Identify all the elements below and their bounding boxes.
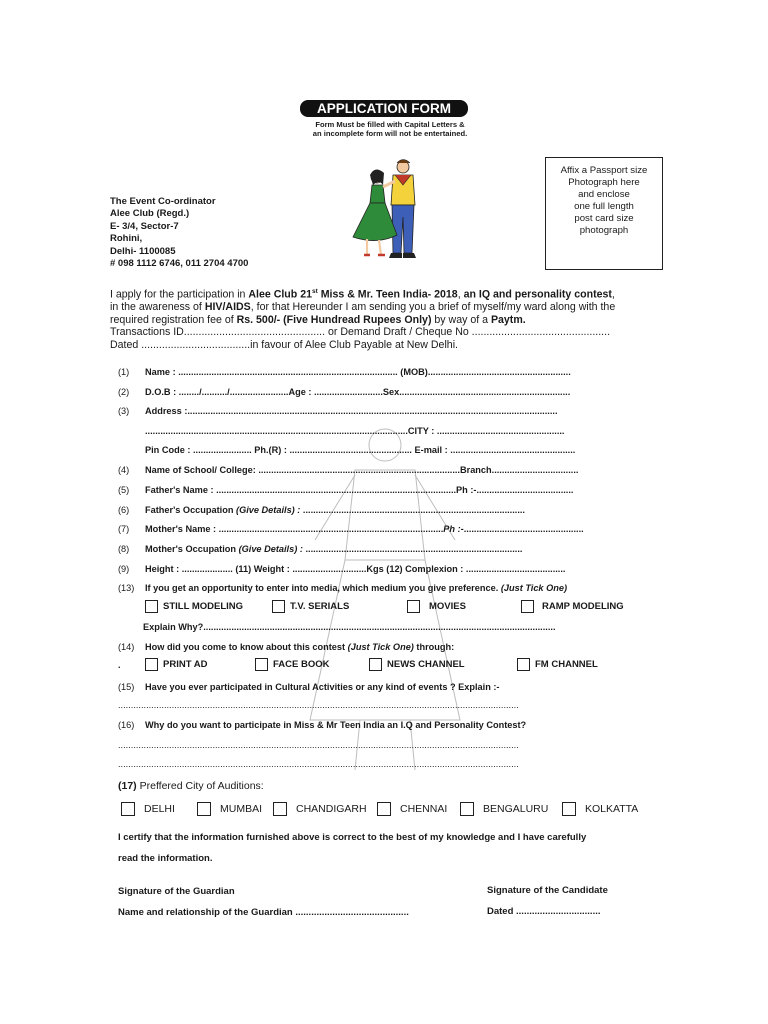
- option-ramp-modeling[interactable]: RAMP MODELING: [521, 600, 624, 613]
- transaction-id-field[interactable]: Transactions ID................................................ or Demand Draft / Cheque No ...............................................: [110, 326, 611, 339]
- city-option-bengaluru[interactable]: BENGALURU: [460, 802, 548, 816]
- form-title: APPLICATION FORM: [300, 100, 468, 117]
- field-address[interactable]: (3) Address :.................................................................................................................................................: [118, 406, 558, 416]
- intro-paragraph: I apply for the participation in Alee Club 21st Miss & Mr. Teen India- 2018, an IQ and personality contest, in the awareness of HIV/AIDS, for that Hereunder I am sending you a brief of myself/my ward along with the required registration fee of Rs. 500/- (Five Hundread Rupees Only) by way of a Paytm. Transactions ID................................................ or Demand Draft / Cheque No ............................................... Dated .....................................in favour of Alee Club Payable at New Delhi.: [110, 286, 662, 352]
- question-cultural-activities: (15) Have you ever participated in Cultural Activities or any kind of events ? Explain :-: [118, 682, 500, 692]
- field-city[interactable]: .......................................................................................................CITY : ..................................................: [145, 426, 565, 436]
- checkbox[interactable]: [521, 600, 534, 613]
- option-still-modeling[interactable]: STILL MODELING: [145, 600, 243, 613]
- field-school[interactable]: (4) Name of School/ College: ...............................................................................Branch..................................: [118, 465, 579, 475]
- option-print-ad[interactable]: PRINT AD: [145, 658, 208, 671]
- option-movies[interactable]: MOVIES: [407, 600, 466, 613]
- bullet-dot: .: [118, 660, 121, 670]
- question-contest-source: (14) How did you come to know about this contest (Just Tick One) through:: [118, 642, 455, 652]
- candidate-dated-field[interactable]: Dated ................................: [487, 906, 601, 917]
- photo-box-line: Affix a Passport size: [560, 165, 648, 176]
- guardian-relationship-field[interactable]: Name and relationship of the Guardian ...........................................: [118, 907, 409, 918]
- checkbox[interactable]: [273, 802, 287, 816]
- question-preferred-city: (17) Preffered City of Auditions:: [118, 780, 264, 792]
- field-name[interactable]: (1) Name : ...................................................................................... (MOB)........................................................: [118, 367, 571, 377]
- answer-line[interactable]: .............................................................................................................................................................: [118, 700, 519, 710]
- city-option-chennai[interactable]: CHENNAI: [377, 802, 447, 816]
- city-option-chandigarh[interactable]: CHANDIGARH: [273, 802, 367, 816]
- candidate-signature-label: Signature of the Candidate: [487, 885, 608, 896]
- checkbox[interactable]: [255, 658, 268, 671]
- field-father-name[interactable]: (5) Father's Name : ..............................................................................................Ph :-......................................: [118, 485, 574, 495]
- field-father-occupation[interactable]: (6) Father's Occupation (Give Details) : .......................................................................................: [118, 505, 525, 515]
- photo-box[interactable]: [545, 157, 663, 270]
- checkbox[interactable]: [145, 658, 158, 671]
- field-pincode[interactable]: Pin Code : ....................... Ph.(R) : ................................................ E-mail : .................................................: [145, 445, 576, 455]
- checkbox[interactable]: [145, 600, 158, 613]
- field-dob[interactable]: (2) D.O.B : ......../........../.......................Age : ...........................Sex...................................................................: [118, 387, 571, 397]
- photo-box-line: post card size: [574, 213, 634, 224]
- photo-box-line: one full length: [574, 201, 634, 212]
- checkbox[interactable]: [517, 658, 530, 671]
- field-explain-why[interactable]: Explain Why?..........................................................................................................................................: [143, 622, 556, 632]
- question-why-participate: (16) Why do you want to participate in Miss & Mr Teen India an I.Q and Personality Contest?: [118, 720, 527, 730]
- couple-illustration: [345, 155, 430, 265]
- city-option-delhi[interactable]: DELHI: [121, 802, 175, 816]
- checkbox[interactable]: [460, 802, 474, 816]
- checkbox[interactable]: [197, 802, 211, 816]
- photo-box-line: Photograph here: [568, 177, 640, 188]
- certification-statement: I certify that the information furnished above is correct to the best of my knowledge and I have carefully read the information.: [118, 832, 587, 864]
- city-option-kolkatta[interactable]: KOLKATTA: [562, 802, 638, 816]
- field-mother-occupation[interactable]: (8) Mother's Occupation (Give Details) : .....................................................................................: [118, 544, 523, 554]
- photo-box-line: photograph: [579, 225, 629, 236]
- checkbox[interactable]: [121, 802, 135, 816]
- answer-line[interactable]: .............................................................................................................................................................: [118, 759, 519, 769]
- coordinator-address: The Event Co-ordinator Alee Club (Regd.) E- 3/4, Sector-7 Rohini, Delhi- 1100085 # 098 1112 6746, 011 2704 4700: [110, 196, 249, 270]
- city-option-mumbai[interactable]: MUMBAI: [197, 802, 262, 816]
- form-instruction-note: Form Must be filled with Capital Letters & an incomplete form will not be entertained.: [312, 120, 468, 138]
- checkbox[interactable]: [369, 658, 382, 671]
- checkbox[interactable]: [272, 600, 285, 613]
- option-facebook[interactable]: FACE BOOK: [255, 658, 329, 671]
- answer-line[interactable]: .............................................................................................................................................................: [118, 740, 519, 750]
- option-news-channel[interactable]: NEWS CHANNEL: [369, 658, 465, 671]
- field-mother-name[interactable]: (7) Mother's Name : ........................................................................................Ph :-...............................................: [118, 524, 584, 534]
- question-media-preference: (13) If you get an opportunity to enter into media, which medium you give preference. (Just Tick One): [118, 583, 568, 593]
- photo-box-line: and enclose: [578, 189, 630, 200]
- dated-field[interactable]: Dated .....................................in favour of Alee Club Payable at New Delhi.: [110, 338, 458, 351]
- field-height-weight[interactable]: (9) Height : .................... (11) Weight : .............................Kgs (12) Complexion : .......................................: [118, 564, 566, 574]
- guardian-signature-label: Signature of the Guardian: [118, 886, 235, 897]
- checkbox[interactable]: [377, 802, 391, 816]
- option-fm-channel[interactable]: FM CHANNEL: [517, 658, 598, 671]
- checkbox[interactable]: [562, 802, 576, 816]
- checkbox[interactable]: [407, 600, 420, 613]
- option-tv-serials[interactable]: T.V. SERIALS: [272, 600, 349, 613]
